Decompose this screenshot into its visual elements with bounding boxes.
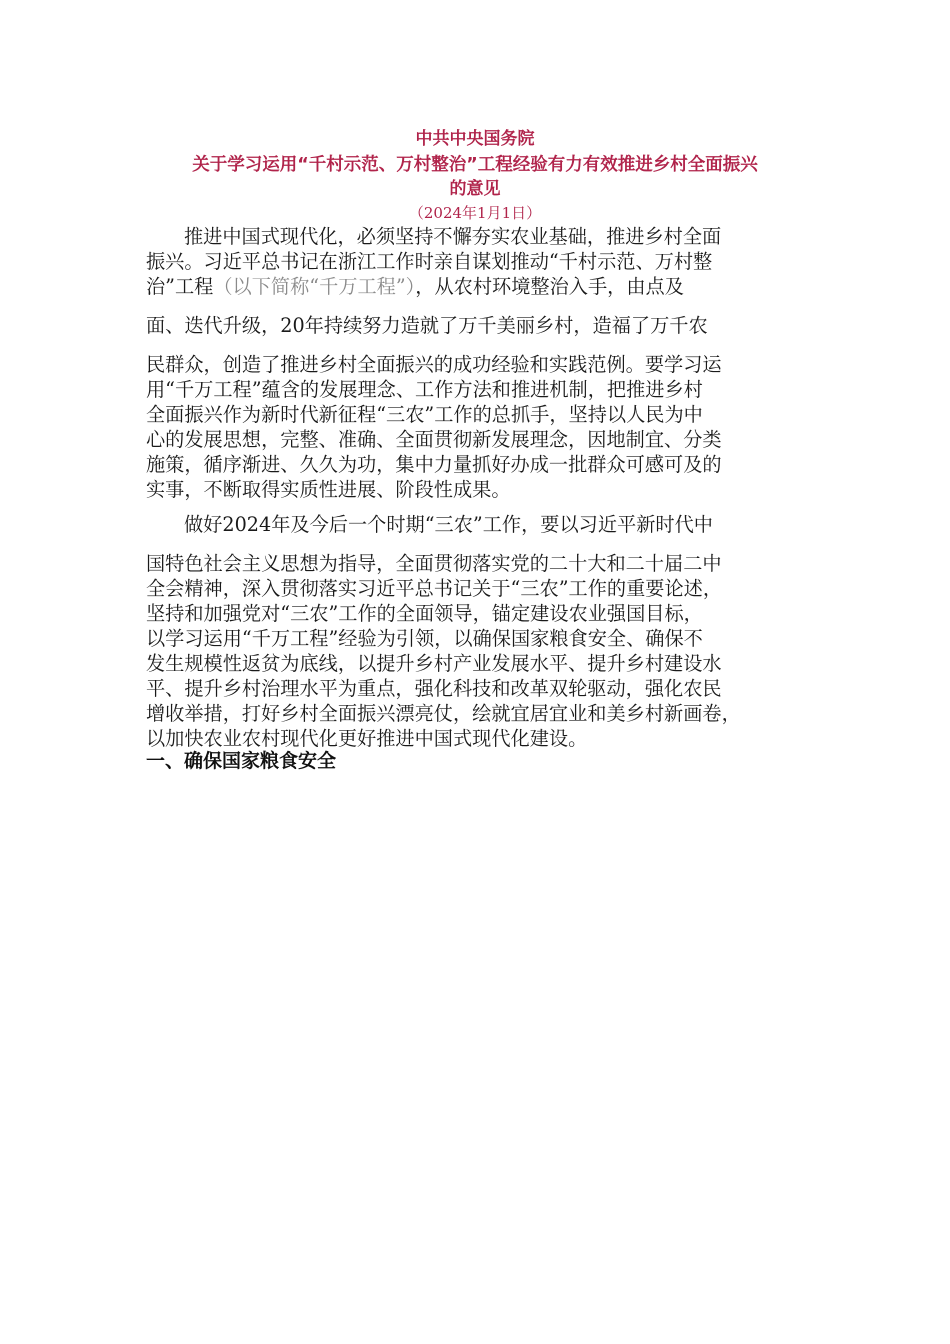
paragraph-2-line: 以加快农业农村现代化更好推进中国式现代化建设。	[146, 727, 588, 750]
paragraph-2-line: 全会精神，深入贯彻落实习近平总书记关于“三农”工作的重要论述，	[146, 577, 723, 600]
paragraph-2	[146, 512, 810, 751]
document-title-line1: 关于学习运用“千村示范、万村整治”工程经验有力有效推进乡村全面振兴	[192, 155, 758, 175]
paragraph-2-line: 平、提升乡村治理水平为重点，强化科技和改革双轮驱动，强化农民	[146, 677, 722, 700]
paragraph-1-line: 面、迭代升级，20年持续努力造就了万千美丽乡村，造福了万千农	[146, 314, 708, 337]
paragraph-2-line: 以学习运用“千万工程”经验为引领，以确保国家粮食安全、确保不	[146, 627, 703, 650]
abbreviation-note: （以下简称“千万工程”）	[213, 275, 416, 298]
paragraph-1-line: 推进中国式现代化，必须坚持不懈夯实农业基础，推进乡村全面	[184, 225, 722, 248]
paragraph-1	[146, 224, 810, 502]
issuing-organization: 中共中央国务院	[415, 129, 535, 149]
paragraph-2-line: 增收举措，打好乡村全面振兴漂亮仗，绘就宜居宜业和美乡村新画卷，	[146, 702, 741, 725]
paragraph-1-line: 振兴。习近平总书记在浙江工作时亲自谋划推动“千村示范、万村整	[146, 250, 713, 273]
paragraph-1-line: 实事，不断取得实质性进展、阶段性成果。	[146, 478, 511, 501]
text-segment: ，从农村环境整治入手，由点及	[415, 275, 684, 298]
paragraph-1-line: 施策，循序渐进、久久为功，集中力量抓好办成一批群众可感可及的	[146, 453, 722, 476]
text-segment: 治”工程	[146, 275, 214, 298]
paragraph-1-line	[146, 274, 810, 299]
paragraph-2-line: 发生规模性返贫为底线，以提升乡村产业发展水平、提升乡村建设水	[146, 652, 722, 675]
paragraph-2-line: 国特色社会主义思想为指导，全面贯彻落实党的二十大和二十届二中	[146, 552, 722, 575]
paragraph-1-line: 用“千万工程”蕴含的发展理念、工作方法和推进机制，把推进乡村	[146, 378, 703, 401]
section-heading: 一、确保国家粮食安全	[146, 750, 337, 772]
document-title-line2: 的意见	[449, 179, 501, 199]
paragraph-2-line: 坚持和加强党对“三农”工作的全面领导，锚定建设农业强国目标，	[146, 602, 703, 625]
paragraph-1-line: 心的发展思想，完整、准确、全面贯彻新发展理念，因地制宜、分类	[146, 428, 722, 451]
paragraph-1-line: 民群众，创造了推进乡村全面振兴的成功经验和实践范例。要学习运	[146, 353, 722, 376]
paragraph-1-line: 全面振兴作为新时代新征程“三农”工作的总抓手，坚持以人民为中	[146, 403, 703, 426]
paragraph-2-line: 做好2024年及今后一个时期“三农”工作，要以习近平新时代中	[184, 513, 713, 536]
document-date: （2024年1月1日）	[408, 204, 542, 222]
